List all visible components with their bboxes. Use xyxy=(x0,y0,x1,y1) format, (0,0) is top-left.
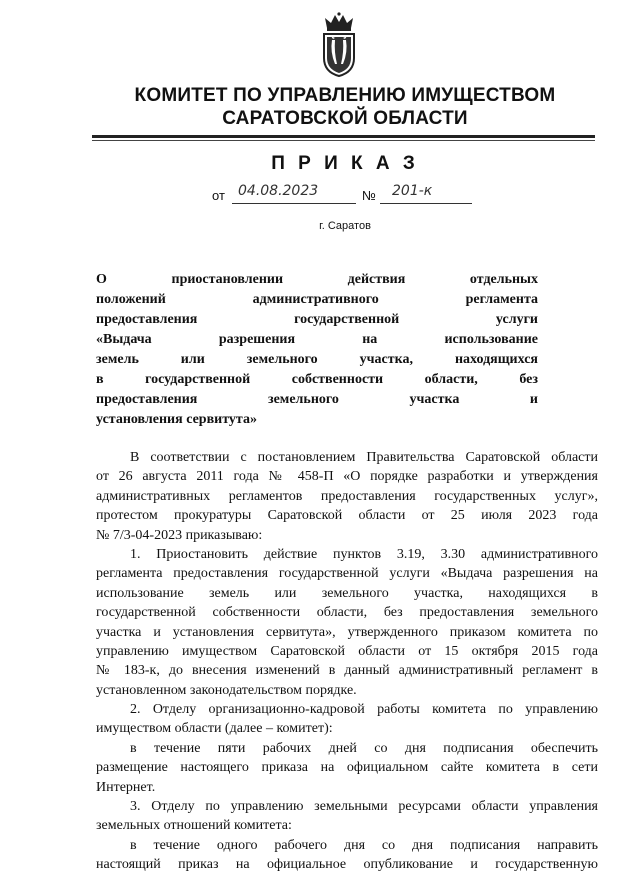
subject-line: установления сервитута» xyxy=(96,412,257,427)
number-prefix: № xyxy=(362,188,376,203)
body-line: земельных отношений комитета: xyxy=(96,818,292,834)
body-line: управлению имуществом Саратовской области от 15 октября 2015 года xyxy=(96,643,598,659)
body-line: 3. Отделу по управлению земельными ресурсами области управления xyxy=(130,799,598,815)
body-line: 1. Приостановить действие пунктов 3.19, 3.30 административного xyxy=(130,546,598,562)
body-line: протестом прокуратуры Саратовской области от 25 июля 2023 года xyxy=(96,508,598,524)
body-line: регламента предоставления государственной услуги «Выдача разрешения на xyxy=(96,566,598,582)
header-divider-thick xyxy=(92,135,595,138)
body-line: размещение настоящего приказа на официальном сайте комитета в сети xyxy=(96,760,598,776)
body-line: участка и установления сервитута», утвержденного приказом комитета по xyxy=(96,624,598,640)
subject-line: предоставления государственной услуги xyxy=(96,312,538,327)
number-underline xyxy=(380,203,472,204)
subject-line: О приостановлении действия отдельных xyxy=(96,272,538,287)
order-body xyxy=(96,448,598,875)
body-line: от 26 августа 2011 года № 458-П «О порядке разработки и утверждения xyxy=(96,469,598,485)
body-line: Интернет. xyxy=(96,779,156,795)
body-line: в течение пяти рабочих дней со дня подписания обеспечить xyxy=(130,740,598,756)
body-line: № 7/3-04-2023 приказываю: xyxy=(96,527,263,543)
handwritten-number: 201-к xyxy=(392,183,433,199)
body-line: имуществом области (далее – комитет): xyxy=(96,721,333,737)
subject-line: положений административного регламента xyxy=(96,292,538,307)
order-subject xyxy=(96,270,538,430)
body-line: настоящий приказ на официальное опубликование и государственную xyxy=(96,857,598,873)
organization-name-line2: САРАТОВСКОЙ ОБЛАСТИ xyxy=(222,108,468,129)
body-line: государственной собственности области, без предоставления земельного xyxy=(96,605,598,621)
body-line: В соответствии с постановлением Правительства Саратовской области xyxy=(130,450,598,465)
date-prefix: от xyxy=(212,188,225,203)
subject-line: в государственной собственности области, без xyxy=(96,372,538,387)
subject-line: земель или земельного участка, находящихся xyxy=(96,352,538,367)
body-line: установленном законодательством порядке. xyxy=(96,682,357,698)
organization-name-line1: КОМИТЕТ ПО УПРАВЛЕНИЮ ИМУЩЕСТВОМ xyxy=(134,85,556,106)
body-line: в течение одного рабочего дня со дня подписания направить xyxy=(130,837,598,853)
document-title: П Р И К А З xyxy=(271,153,419,174)
body-line: использование земель или земельного участка, находящихся в xyxy=(96,585,598,601)
date-underline xyxy=(232,203,356,204)
subject-line: «Выдача разрешения на использование xyxy=(96,332,538,347)
body-line: 2. Отделу организационно-кадровой работы комитета по управлению xyxy=(130,702,598,718)
coat-of-arms-icon xyxy=(318,12,360,78)
header-divider-thin xyxy=(92,140,595,141)
subject-line: предоставления земельного участка и xyxy=(96,392,538,407)
city-label: г. Саратов xyxy=(319,220,371,232)
body-line: административных регламентов предоставления государственных услуг», xyxy=(96,488,598,504)
handwritten-date: 04.08.2023 xyxy=(238,183,319,199)
body-line: № 183-к, до внесения изменений в данный административный регламент в xyxy=(96,663,598,679)
